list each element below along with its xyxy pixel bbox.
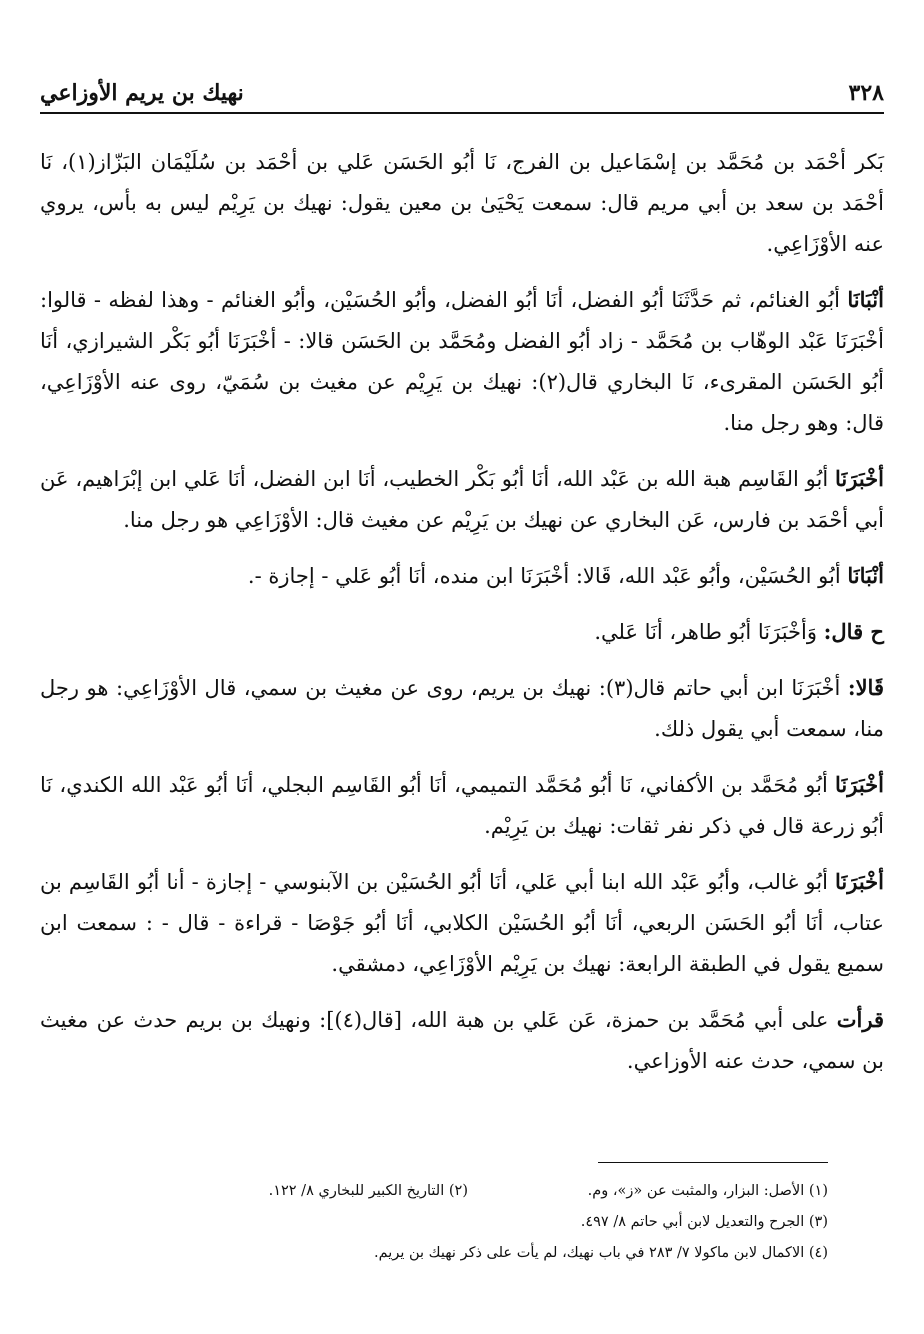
paragraph-text: بَكر أحْمَد بن مُحَمَّد بن إسْمَاعيل بن الفرج، نَا أبُو الحَسَن عَلي بن أحْمَد بن سُلَيْمَان البَزّاز(١)، نَا أحْمَد بن سعد بن أبي مريم قال: سمعت يَحْيَىٰ بن معين يقول: نهيك بن يَرِيْم ليس به بأس، يروي عنه الأوْزَاعِي. bbox=[40, 150, 884, 256]
paragraph bbox=[40, 667, 884, 750]
paragraph-lead: أخْبَرَنَا bbox=[835, 869, 884, 894]
running-title: نهيك بن يريم الأوزاعي bbox=[40, 80, 244, 106]
page-number: ٣٢٨ bbox=[848, 80, 884, 106]
paragraph-lead: قَالا: bbox=[847, 675, 884, 700]
paragraph-text: وَأخْبَرَنَا أبُو طاهر، أنَا عَلي. bbox=[594, 620, 824, 644]
paragraph-text: أبُو مُحَمَّد بن الأكفاني، نَا أبُو مُحَمَّد التميمي، أنَا أبُو القَاسِم البجلي، أنَا أبُو عَبْد الله الكندي، نَا أبُو زرعة قال في ذكر نفر ثقات: نهيك بن يَرِيْم. bbox=[40, 773, 884, 838]
paragraph bbox=[40, 458, 884, 541]
footnote-row bbox=[40, 1238, 828, 1269]
paragraph-lead: قرأت bbox=[836, 1007, 884, 1032]
paragraph-text: أبُو الغنائم، ثم حَدَّثَنَا أبُو الفضل، أنَا أبُو الفضل، وأبُو الحُسَيْن، وأبُو الغنائم - وهذا لفظه - قالوا: أخْبَرَنَا عَبْد الوهّاب بن مُحَمَّد - زاد أبُو الفضل ومُحَمَّد بن الحَسَن قالا: - أخْبَرَنَا أبُو بَكْر الشيرازي، أنَا أبُو الحَسَن المقرىء، نَا البخاري قال(٢): نهيك بن يَرِيْم عن مغيث بن سُمَيّ، روى عنه الأوْزَاعِي، قال: وهو رجل منا. bbox=[40, 288, 884, 435]
paragraph bbox=[40, 861, 884, 985]
paragraph-lead: أنْبَانَا bbox=[847, 563, 884, 588]
footnote-row bbox=[40, 1176, 828, 1207]
main-text bbox=[40, 142, 884, 1096]
footnote-1: (١) الأصل: البزار، والمثبت عن «ز»، وم. bbox=[587, 1183, 828, 1199]
paragraph bbox=[40, 611, 884, 653]
footnote-3: (٣) الجرح والتعديل لابن أبي حاتم ٨/ ٤٩٧. bbox=[580, 1214, 828, 1230]
footnote-2: (٢) التاريخ الكبير للبخاري ٨/ ١٢٢. bbox=[268, 1183, 468, 1199]
footnote-4: (٤) الاكمال لابن ماكولا ٧/ ٢٨٣ في باب نهيك، لم يأت على ذكر نهيك بن يريم. bbox=[374, 1245, 828, 1261]
paragraph bbox=[40, 279, 884, 444]
paragraph-lead: أخْبَرَنَا bbox=[835, 466, 884, 491]
paragraph-text: أخْبَرَنَا ابن أبي حاتم قال(٣): نهيك بن يريم، روى عن مغيث بن سمي، قال الأوْزَاعِي: هو رجل منا، سمعت أبي يقول ذلك. bbox=[40, 676, 884, 741]
paragraph-lead: ح قال: bbox=[823, 619, 884, 644]
paragraph bbox=[40, 142, 884, 265]
page-header bbox=[40, 74, 884, 114]
paragraph-lead: أنْبَانَا bbox=[847, 287, 884, 312]
footnotes bbox=[40, 1176, 828, 1269]
paragraph bbox=[40, 555, 884, 597]
paragraph-text: أبُو الحُسَيْن، وأبُو عَبْد الله، قَالا: أخْبَرَنَا ابن منده، أنَا أبُو عَلي - إجازة -. bbox=[247, 564, 848, 588]
paragraph bbox=[40, 764, 884, 847]
paragraph-lead: أخْبَرَنَا bbox=[835, 772, 884, 797]
paragraph-text: أبُو غالب، وأبُو عَبْد الله ابنا أبي عَلي، أنَا أبُو الحُسَيْن بن الآبنوسي - إجازة - أنا أبُو القَاسِم بن عتاب، أنَا أبُو الحَسَن الربعي، أنَا أبُو الحُسَيْن الكلابي، أنَا أبُو جَوْصَا - قراءة - قال - : سمعت ابن سميع يقول في الطبقة الرابعة: نهيك بن يَرِيْم الأوْزَاعِي، دمشقي. bbox=[40, 870, 884, 976]
paragraph-text: أبُو القَاسِم هبة الله بن عَبْد الله، أنَا أبُو بَكْر الخطيب، أنَا ابن الفضل، أنَا عَلي ابن إبْرَاهيم، عَن أبي أحْمَد بن فارس، عَن البخاري عن نهيك بن يَرِيْم عن مغيث قال: الأوْزَاعِي هو رجل منا. bbox=[40, 467, 884, 532]
footnote-row bbox=[40, 1207, 828, 1238]
paragraph-text: على أبي مُحَمَّد بن حمزة، عَن عَلي بن هبة الله، [قال(٤)]: ونهيك بن بريم حدث عن مغيث بن سمي، حدث عنه الأوزاعي. bbox=[40, 1008, 884, 1073]
footnote-divider bbox=[598, 1162, 828, 1163]
paragraph bbox=[40, 999, 884, 1082]
